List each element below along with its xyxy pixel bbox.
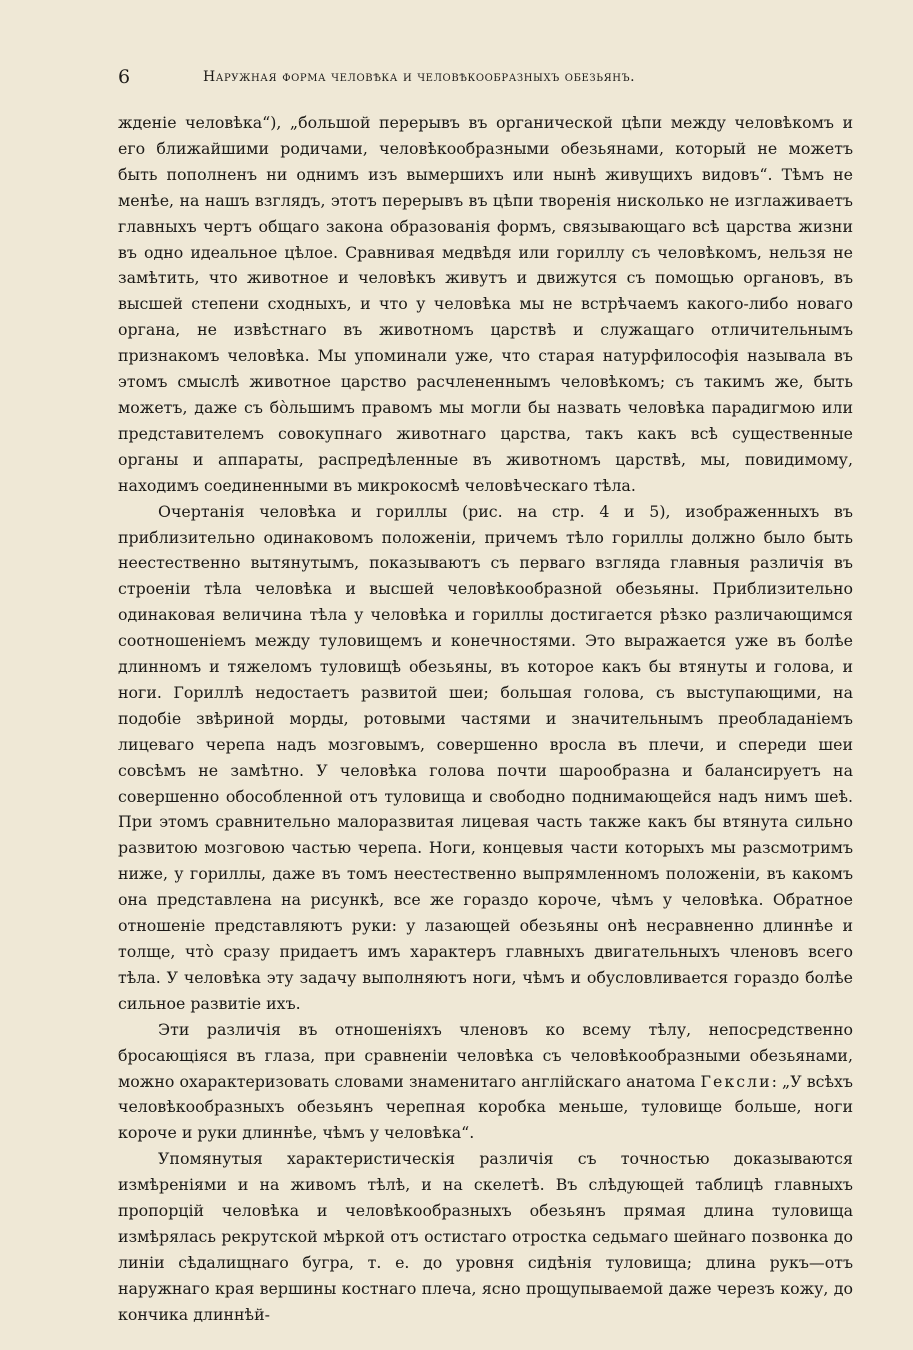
page-number: 6 [118,66,131,88]
page-header [118,64,853,92]
paragraph-3 [118,1017,853,1147]
body-text [118,110,853,1328]
paragraph-3-quote: : „У всѣхъ человѣкообразныхъ обезьянъ черепная коробка меньше, туловище больше, ноги короче и руки длиннѣе, чѣмъ у человѣка“. [118,1071,853,1143]
running-head: Наружная форма человѣка и человѣкообразныхъ обезьянъ. [203,69,636,85]
paragraph-1: жденіе человѣка“), „большой перерывъ въ органической цѣпи между человѣкомъ и его ближайшими родичами, человѣкообразными обезьянами, который не можетъ быть пополненъ ни однимъ изъ вымершихъ или нынѣ живущихъ видовъ“. Тѣмъ не менѣе, на нашъ взглядъ, этотъ перерывъ въ цѣпи творенія нисколько не изглаживаетъ главныхъ чертъ общаго закона образованія формъ, связывающаго всѣ царства жизни въ одно идеальное цѣлое. Сравнивая медвѣдя или гориллу съ человѣкомъ, нельзя не замѣтить, что животное и человѣкъ живутъ и движутся съ помощью органовъ, въ высшей степени сходныхъ, и что у человѣка мы не встрѣчаемъ какого-либо новаго органа, не извѣстнаго въ животномъ царствѣ и служащаго отличительнымъ признакомъ человѣка. Мы упоминали уже, что старая натурфилософія называла въ этомъ смыслѣ животное царство расчлененнымъ человѣкомъ; съ такимъ же, быть можетъ, даже съ бо̀льшимъ правомъ мы могли бы назвать человѣка парадигмою или представителемъ совокупнаго животнаго царства, такъ какъ всѣ существенные органы и аппараты, распредѣленные въ животномъ царствѣ, мы, повидимому, находимъ соединенными въ микрокосмѣ человѣческаго тѣла. [118,113,853,495]
paragraph-3-text-start: Эти различія въ отношеніяхъ членовъ ко всему тѣлу, непосредственно бросающіяся въ глаза, при сравненіи человѣка съ человѣкообразными обезьянами, можно охарактеризовать словами знаменитаго англійскаго анатома [118,1019,853,1091]
author-name-huxley: Гексли [700,1071,772,1091]
paragraph-2: Очертанія человѣка и гориллы (рис. на стр. 4 и 5), изображенныхъ въ приблизительно одинаковомъ положеніи, причемъ тѣло гориллы должно было быть неестественно вытянутымъ, показываютъ съ перваго взгляда главныя различія въ строеніи тѣла человѣка и высшей человѣкообразной обезьяны. Приблизительно одинаковая величина тѣла у человѣка и гориллы достигается рѣзко различающимся соотношеніемъ между туловищемъ и конечностями. Это выражается уже въ болѣе длинномъ и тяжеломъ туловищѣ обезьяны, въ которое какъ бы втянуты и голова, и ноги. Гориллѣ недостаетъ развитой шеи; большая голова, съ выступающими, на подобіе звѣриной морды, ротовыми частями и значительнымъ преобладаніемъ лицеваго черепа надъ мозговымъ, совершенно вросла въ плечи, и спереди шеи совсѣмъ не замѣтно. У человѣка голова почти шарообразна и балансируетъ на совершенно обособленной отъ туловища и свободно поднимающейся надъ нимъ шеѣ. При этомъ сравнительно малоразвитая лицевая часть также какъ бы втянута сильно развитою мозговою частью черепа. Ноги, концевыя части которыхъ мы разсмотримъ ниже, у гориллы, даже въ томъ неестественно выпрямленномъ положеніи, въ какомъ она представлена на рисункѣ, все же гораздо короче, чѣмъ у человѣка. Обратное отношеніе представляютъ руки: у лазающей обезьяны онѣ несравненно длиннѣе и толще, что̀ сразу придаетъ имъ характеръ главныхъ двигательныхъ членовъ всего тѣла. У человѣка эту задачу выполняютъ ноги, чѣмъ и обусловливается гораздо болѣе сильное развитіе ихъ. [118,501,853,1013]
paragraph-4: Упомянутыя характеристическія различія съ точностью доказываются измѣреніями и на живомъ тѣлѣ, и на скелетѣ. Въ слѣдующей таблицѣ главныхъ пропорцій человѣка и человѣкообразныхъ обезьянъ прямая длина туловища измѣрялась рекрутской мѣркой отъ остистаго отростка седьмаго шейнаго позвонка до линіи сѣдалищнаго бугра, т. е. до уровня сидѣнія туловища; длина рукъ—отъ наружнаго края вершины костнаго плеча, ясно прощупываемой даже черезъ кожу, до кончика длиннѣй- [118,1149,853,1324]
